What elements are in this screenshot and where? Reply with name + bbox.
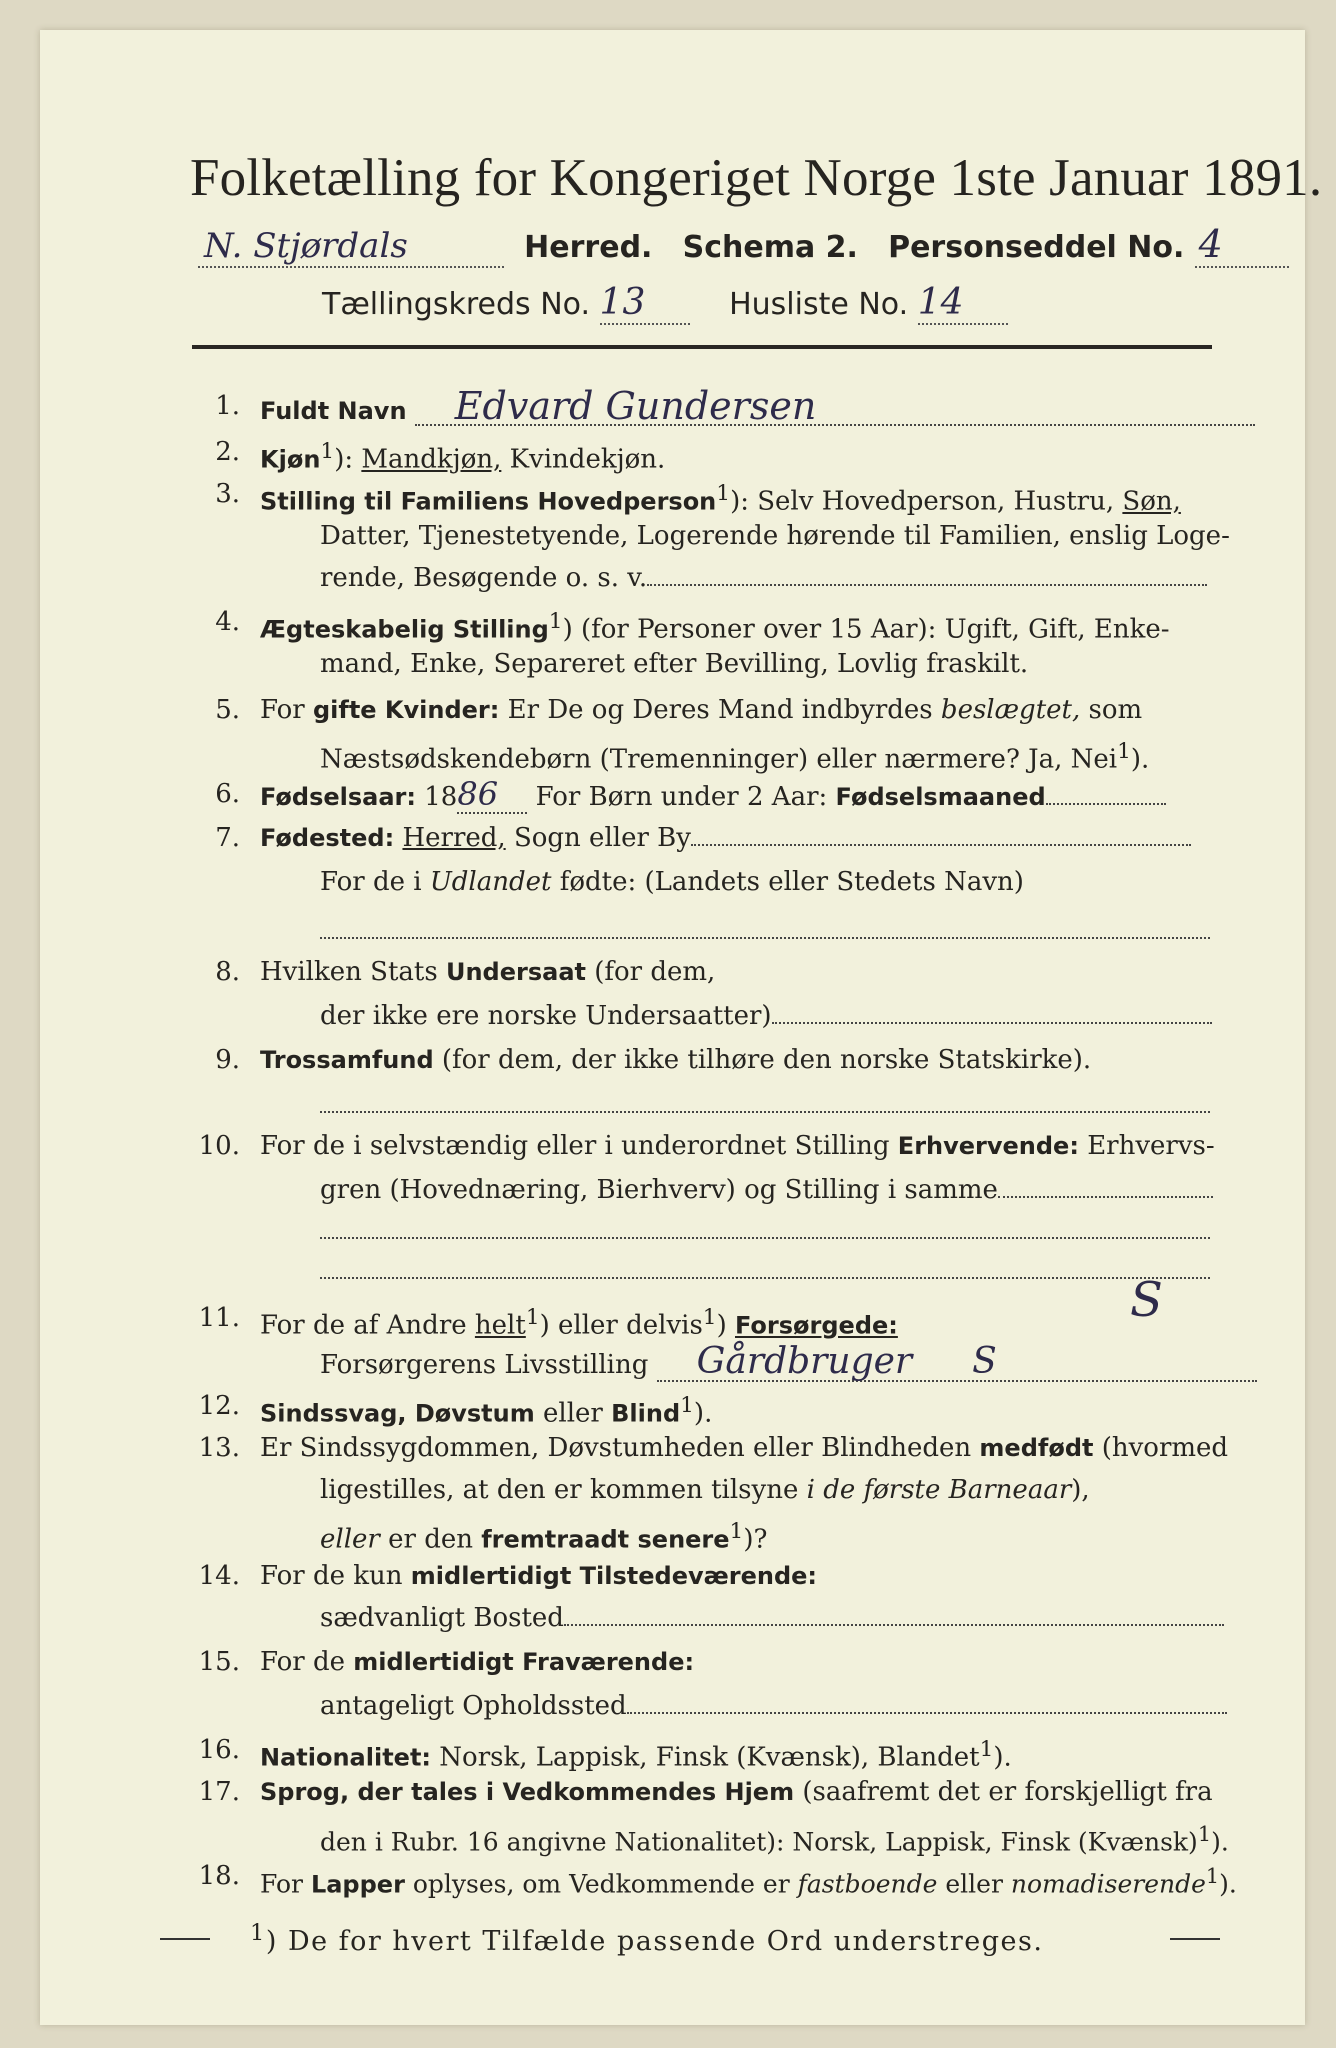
item-15-text [260,1644,694,1680]
footnote-ref: 1 [716,481,731,506]
item-14-line-2-text: sædvanligt Bosted [320,1603,564,1633]
item-18-pre: For [260,1869,303,1899]
footnote-ref: 1 [702,1305,717,1330]
item-11-text [260,1300,898,1344]
item-12-end: ). [693,1398,713,1429]
herred-label: Herred. [524,230,653,265]
item-6-text [260,776,1166,815]
item-6-label-2: Fødselsmaaned [835,783,1046,811]
item-number: 1. [215,391,240,421]
item-3-fill [647,584,1207,586]
form-title: Folketælling for Kongeriget Norge 1ste Januar 1891. [190,149,1323,207]
item-13-line-2 [320,1472,1090,1508]
kreds-value: 13 [600,282,690,325]
item-9-label: Trossamfund [260,1046,434,1074]
item-13-rest: (hvormed [1101,1433,1229,1463]
item-7-label: Fødested: [260,824,395,852]
footnote-ref: 1 [1205,1864,1220,1888]
item-18-rest: oplyses, om Vedkommende er [412,1869,790,1899]
footnote-ref: 1 [729,1519,744,1544]
item-16-end: ). [993,1742,1012,1773]
item-18-end: ). [1219,1869,1237,1899]
birth-year-value: 86 [457,776,527,814]
footnote-ref: 1 [525,1305,540,1330]
item-5-end: ). [1130,744,1150,775]
item-17-rest: (saafremt det er forskjelligt fra [802,1777,1213,1807]
item-17-line-2-text: den i Rubr. 16 angivne Nationalitet): Norsk, Lappisk, Finsk (Kvænsk) [320,1827,1198,1857]
item-13-line-3-ital: eller [320,1524,380,1555]
item-13-text [260,1430,1228,1466]
item-17-text [260,1774,1213,1810]
item-17-line-2 [320,1816,1229,1860]
provider-occupation-text: Gårdbruger [696,1341,913,1382]
item-6-fill [1046,803,1166,805]
item-3-label: Stilling til Familiens Hovedperson [260,487,717,516]
item-10-fill [998,1196,1213,1198]
item-7-line-2-rest: fødte: (Landets eller Stedets Navn) [559,867,1024,897]
herred-value: N. Stjørdals [198,226,504,268]
item-17-end: ). [1211,1827,1229,1857]
handwritten-mark: S [1130,1272,1163,1328]
item-number: 13. [198,1433,240,1463]
item-number: 10. [198,1131,240,1161]
item-18-ital-2: nomadiserende [1010,1869,1206,1899]
header-rule [192,345,1212,349]
item-5-rest-b: som [1088,695,1143,725]
item-18-text [260,1858,1237,1902]
item-16-text [260,1732,1012,1776]
item-10-line-2-text: gren (Hovednæring, Bierhverv) og Stilling i samme [320,1175,998,1205]
footnote-ref: 1 [680,1393,694,1418]
item-15-line-2 [320,1688,1227,1724]
item-8-pre: Hvilken Stats [260,957,438,987]
item-5-text [260,692,1142,728]
item-14-text [260,1558,817,1594]
item-number: 6. [215,779,240,809]
item-5-ital: beslægtet, [940,695,1081,725]
item-18-label: Lapper [310,1870,405,1899]
item-13-line-3-label: fremtraadt senere [481,1525,730,1554]
item-11-pre: For de af Andre [260,1310,467,1341]
footnote-dash-right [1170,1938,1220,1940]
item-17-label: Sprog, der tales i Vedkommendes Hjem [260,1778,795,1806]
item-8-label: Undersaat [445,958,586,986]
item-9-text [260,1042,1091,1078]
item-6-rest: For Børn under 2 Aar: [535,782,828,812]
item-number: 8. [215,957,240,987]
item-9-rest: (for dem, der ikke tilhøre den norske Statskirke). [441,1045,1092,1075]
item-15-line-2-text: antageligt Opholdssted [320,1691,627,1721]
footnote [250,1920,1043,1957]
item-6-label: Fødselsaar: [260,783,416,811]
item-13-line-2-pre: ligestilles, at den er kommen tilsyne [320,1475,799,1505]
item-4-text [260,604,1170,648]
personseddel-value: 4 [1195,222,1289,268]
item-4-rest: ) (for Personer over 15 Aar): Ugift, Gift, Enke- [562,614,1170,645]
item-8-line-2-text: der ikke ere norske Undersaatter) [320,1001,772,1031]
item-8-rest: (for dem, [594,957,716,987]
item-18-ital-1: fastboende [797,1869,938,1899]
item-number: 4. [215,607,240,637]
birthplace-selected: Herred, [402,823,506,853]
item-5-line-2-text: Næstsødskendebørn (Tremenninger) eller nærmere? Ja, Nei [320,744,1118,775]
item-10-pre: For de i selvstændig eller i underordnet Stilling [260,1131,890,1161]
item-number: 15. [198,1647,240,1677]
item-10-text [260,1128,1215,1164]
item-number: 11. [198,1303,240,1333]
item-13-line-3-end: )? [743,1524,768,1555]
item-11-line-2 [320,1341,1257,1383]
footnote-ref: 1 [1117,739,1131,764]
item-16-label: Nationalitet: [260,1743,432,1772]
husliste-value: 14 [918,282,1008,325]
item-12-label-2: Blind [611,1399,681,1428]
item-8-line-2 [320,998,1212,1034]
footnote-text: ) De for hvert Tilfælde passende Ord understreges. [265,1926,1044,1957]
item-7-line-2-ital: Udlandet [429,867,552,897]
item-10-label: Erhvervende: [897,1132,1079,1160]
item-number: 16. [198,1735,240,1765]
item-11-label: Forsørgede: [735,1311,898,1340]
item-number: 12. [198,1391,240,1421]
item-1-label: Fuldt Navn [260,397,407,425]
handwritten-mark-2: S [972,1341,997,1382]
footnote-dash-left [160,1938,210,1940]
item-number: 3. [215,479,240,509]
sex-option: Kvindekjøn. [509,444,666,475]
item-number: 2. [215,437,240,467]
item-16-rest: Norsk, Lappisk, Finsk (Kvænsk), Blandet [439,1742,980,1773]
kreds-line [322,282,1008,325]
item-number: 17. [198,1777,240,1807]
item-15-pre: For de [260,1647,345,1677]
item-number: 14. [198,1561,240,1591]
item-5-pre: For [260,695,305,725]
item-3-line-3-text: rende, Besøgende o. s. v. [320,563,648,593]
item-7-blank-line [320,936,1210,939]
footnote-mark: 1 [250,1920,266,1946]
herred-line [198,222,1228,268]
item-11-mid-2: ) [716,1310,727,1341]
item-13-pre: Er Sindssygdommen, Døvstumheden eller Blindheden [260,1433,972,1463]
item-4-line-2: mand, Enke, Separeret efter Bevilling, Lovlig fraskilt. [320,649,1029,679]
item-5-rest: Er De og Deres Mand indbyrdes [507,695,933,725]
footnote-ref: 1 [1197,1822,1212,1846]
support-selected: helt [474,1310,526,1341]
item-13-line-2-end: ), [1071,1475,1090,1505]
item-3-rest: ): Selv Hovedperson, Hustru, [730,486,1115,517]
item-13-line-3 [320,1514,767,1558]
item-15-label: midlertidigt Fraværende: [353,1648,695,1676]
item-2-label: Kjøn [260,445,321,474]
item-2-rest: ): [334,444,354,475]
item-10-rest: Erhvervs- [1087,1131,1215,1161]
item-5-line-2 [320,734,1149,778]
item-3-text [260,476,1181,520]
item-12-mid: eller [543,1398,603,1429]
item-12-label: Sindssvag, Døvstum [260,1399,535,1428]
item-15-fill [627,1712,1227,1714]
husliste-label: Husliste No. [729,287,909,322]
item-number: 7. [215,823,240,853]
schema-label: Schema 2. [682,230,858,265]
item-10-blank-line-2 [320,1276,1210,1279]
item-12-text [260,1388,712,1432]
item-1-text [260,384,1255,429]
item-14-fill [564,1624,1224,1626]
item-7-text [260,820,1191,856]
sex-selected: Mandkjøn, [361,444,502,475]
item-11-mid: ) eller delvis [539,1310,703,1341]
item-8-text [260,954,715,990]
item-18-mid: eller [945,1869,1003,1899]
item-4-label: Ægteskabelig Stilling [260,615,549,644]
footnote-ref: 1 [320,439,335,464]
birth-year-prefix: 18 [424,782,458,812]
item-10-blank-line-1 [320,1236,1210,1239]
footnote-ref: 1 [548,609,563,634]
item-13-line-3-pre: er den [388,1524,473,1555]
personseddel-label: Personseddel No. [888,230,1185,265]
item-number: 9. [215,1045,240,1075]
item-7-fill [691,844,1191,846]
item-8-fill [772,1022,1212,1024]
footnote-ref: 1 [979,1737,994,1762]
item-13-label: medfødt [979,1434,1094,1462]
item-3-line-3 [320,560,1207,596]
item-10-line-2 [320,1172,1213,1208]
position-selected: Søn, [1122,486,1181,517]
item-number: 5. [215,695,240,725]
item-13-line-2-ital: i de første Barneaar [806,1475,1072,1505]
item-14-line-2 [320,1600,1224,1636]
item-2-text [260,434,665,478]
item-14-label: midlertidigt Tilstedeværende: [410,1562,818,1590]
item-3-line-2: Datter, Tjenestetyende, Logerende hørende til Familien, enslig Loge- [320,521,1230,551]
kreds-label: Tællingskreds No. [322,287,590,322]
item-7-rest: Sogn eller By [513,823,691,853]
item-14-pre: For de kun [260,1561,403,1591]
item-9-blank-line [320,1110,1210,1113]
provider-occupation-value [657,1341,1257,1382]
item-11-line-2-text: Forsørgerens Livsstilling [320,1350,649,1380]
item-7-line-2 [320,864,1024,900]
item-5-label: gifte Kvinder: [312,696,500,724]
item-number: 18. [198,1861,240,1891]
item-7-line-2-pre: For de i [320,867,422,897]
name-value: Edvard Gundersen [415,388,1255,426]
